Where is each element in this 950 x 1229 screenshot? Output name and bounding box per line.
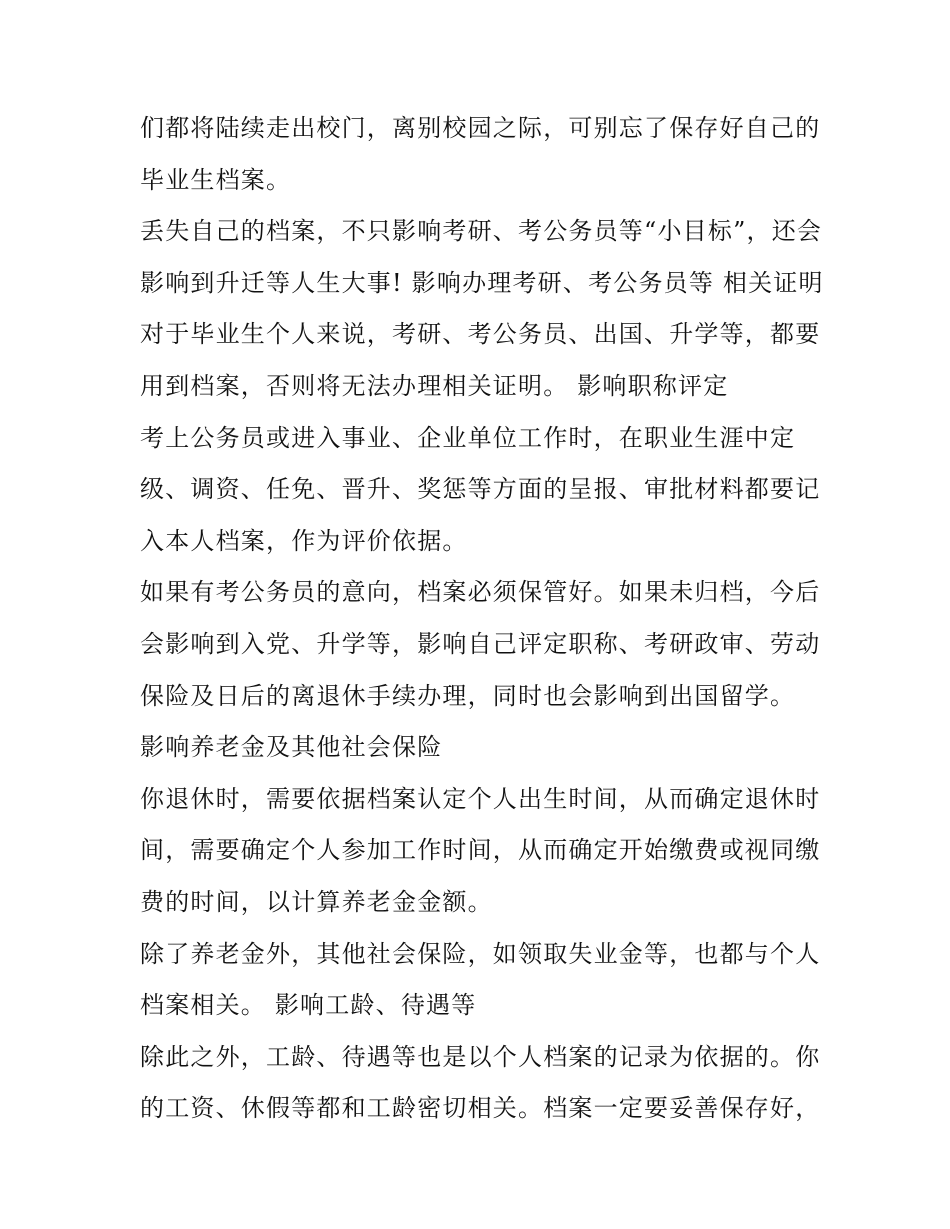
text-line: 你退休时，需要依据档案认定个人出生时间，从而确定退休时 <box>140 784 821 813</box>
text-line: 除此之外，工龄、待遇等也是以个人档案的记录为依据的。你 <box>140 1042 821 1071</box>
text-line: 们都将陆续走出校门，离别校园之际，可别忘了保存好自己的 <box>140 114 821 142</box>
text-line: 毕业生档案。 <box>140 165 292 194</box>
text-line: 除了养老金外，其他社会保险，如领取失业金等，也都与个人 <box>140 939 821 968</box>
text-line: 丢失自己的档案，不只影响考研、考公务员等“小目标”，还会 <box>140 217 823 246</box>
text-line: 考上公务员或进入事业、企业单位工作时，在职业生涯中定 <box>140 423 796 452</box>
text-line: 档案相关。 影响工龄、待遇等 <box>140 991 477 1020</box>
section-heading: 影响养老金及其他社会保险 <box>140 733 443 762</box>
text-line: 的工资、休假等都和工龄密切相关。档案一定要妥善保存好， <box>140 1094 821 1123</box>
text-line: 对于毕业生个人来说，考研、考公务员、出国、升学等，都要 <box>140 320 821 349</box>
text-line: 级、调资、任免、晋升、奖惩等方面的呈报、审批材料都要记 <box>140 475 821 504</box>
text-line: 保险及日后的离退休手续办理，同时也会影响到出国留学。 <box>140 681 796 710</box>
text-line: 用到档案，否则将无法办理相关证明。 影响职称评定 <box>140 371 729 400</box>
document-body <box>140 103 830 1135</box>
text-line: 如果有考公务员的意向，档案必须保管好。如果未归档，今后 <box>140 578 821 607</box>
text-line: 入本人档案，作为评价依据。 <box>140 526 468 555</box>
text-line: 会影响到入党、升学等，影响自己评定职称、考研政审、劳动 <box>140 629 821 658</box>
text-line: 间，需要确定个人参加工作时间，从而确定开始缴费或视同缴 <box>140 836 821 865</box>
text-line: 费的时间，以计算养老金金额。 <box>140 887 493 916</box>
text-line: 影响到升迁等人生大事! 影响办理考研、考公务员等 相关证明 <box>140 268 824 297</box>
